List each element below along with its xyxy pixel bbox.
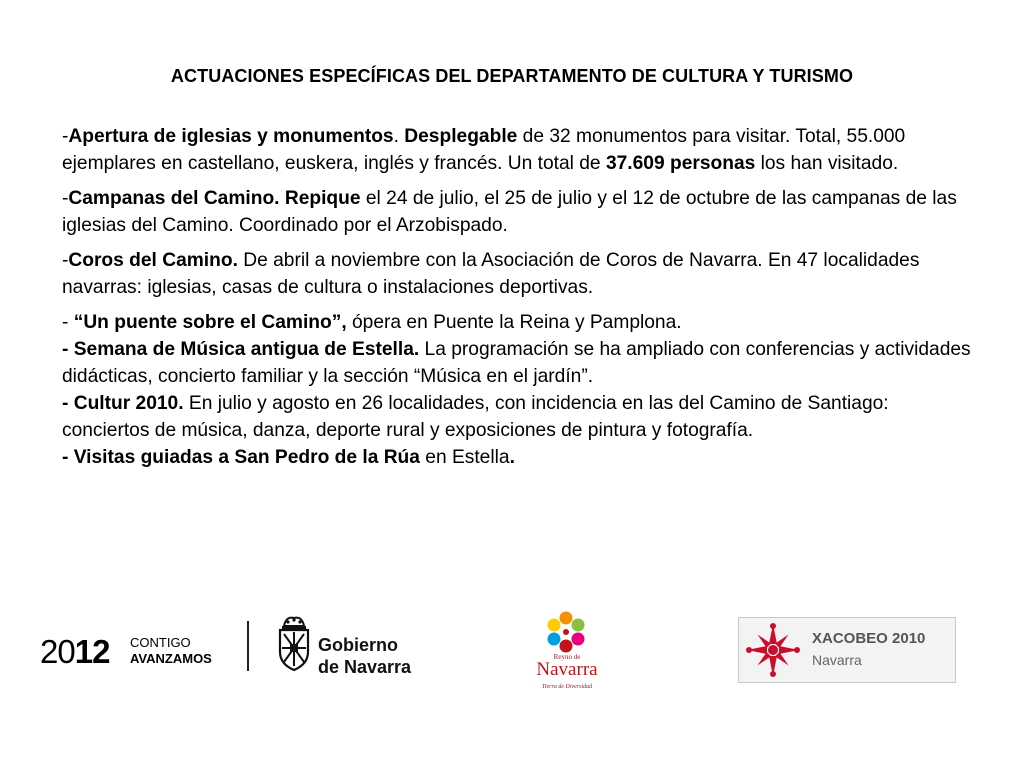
navarra-shield-icon xyxy=(276,612,312,672)
gobierno-line-2: de Navarra xyxy=(318,657,412,677)
item-heading: - Visitas guiadas a San Pedro de la Rúa xyxy=(62,447,420,468)
item-text: . xyxy=(393,126,405,147)
item-emphasis: Desplegable xyxy=(404,126,518,147)
slide-title: ACTUACIONES ESPECÍFICAS DEL DEPARTAMENTO DE CULTURA Y TURISMO xyxy=(170,66,854,86)
xacobeo-subtitle: Navarra xyxy=(812,652,862,668)
item-dash: - xyxy=(62,188,69,209)
item-semana-musica xyxy=(62,336,972,390)
item-heading: Campanas del Camino. Repique xyxy=(68,188,361,209)
xacobeo-logo xyxy=(738,617,956,683)
xacobeo-title: XACOBEO 2010 xyxy=(812,630,926,647)
slogan-line-2: AVANZAMOS xyxy=(130,651,212,666)
item-text: en Estella xyxy=(419,447,510,468)
item-text: ópera en Puente la Reina y Pamplona. xyxy=(346,312,682,333)
item-text: el 24 de julio, el 25 de julio y el 12 de octubre de las campanas de las iglesias del Camino. Coordinado por el Arzobispado. xyxy=(62,188,957,236)
item-puente xyxy=(62,309,972,336)
year-part-bold: 12 xyxy=(74,633,110,670)
logo-slogan xyxy=(130,635,212,667)
gobierno-text xyxy=(318,634,411,678)
item-heading: Coros del Camino. xyxy=(68,250,238,271)
gobierno-line-1: Gobierno xyxy=(318,635,398,655)
xacobeo-cross-icon xyxy=(745,622,801,678)
item-text: La programación se ha ampliado con conferencias y actividades didácticas, concierto familiar y la sección “Música en el jardín”. xyxy=(62,339,971,387)
logo-year xyxy=(40,630,109,674)
reyno-flower-icon xyxy=(536,610,596,656)
item-dash: - xyxy=(62,250,69,271)
item-emphasis: 37.609 personas xyxy=(605,153,756,174)
slogan-line-1: CONTIGO xyxy=(130,635,191,650)
item-dash: - xyxy=(62,126,69,147)
reyno-small-text: Reyno de xyxy=(553,653,581,661)
item-coros xyxy=(62,247,972,301)
item-heading: Apertura de iglesias y monumentos xyxy=(68,126,394,147)
item-visitas xyxy=(62,444,972,471)
reyno-tagline: Tierra de Diversidad xyxy=(541,684,593,690)
item-emphasis: . xyxy=(509,447,515,468)
item-text: los han visitado. xyxy=(755,153,899,174)
item-apertura xyxy=(62,123,972,177)
item-heading: - Semana de Música antigua de Estella. xyxy=(62,339,420,360)
item-campanas xyxy=(62,185,972,239)
item-text: de 32 monumentos para visitar. Total, 55.000 ejemplares en castellano, euskera, inglés y francés. Un total de xyxy=(62,126,906,174)
item-text: De abril a noviembre con la Asociación de Coros de Navarra. En 47 localidades navarras: iglesias, casas de cultura o instalaciones deportivas. xyxy=(62,250,920,298)
item-cultur xyxy=(62,390,972,444)
item-heading: - Cultur 2010. xyxy=(62,393,184,414)
item-text: En julio y agosto en 26 localidades, con incidencia en las del Camino de Santiago: conciertos de música, danza, deporte rural y exposiciones de pintura y fotografía. xyxy=(62,393,889,441)
reyno-big-text: Navarra xyxy=(536,659,598,680)
year-part: 20 xyxy=(40,633,75,670)
slide-body xyxy=(62,123,972,471)
logo-divider xyxy=(247,621,249,671)
item-dash: - xyxy=(62,312,74,333)
item-heading: “Un puente sobre el Camino”, xyxy=(73,312,347,333)
reyno-navarra-logo xyxy=(526,608,608,692)
